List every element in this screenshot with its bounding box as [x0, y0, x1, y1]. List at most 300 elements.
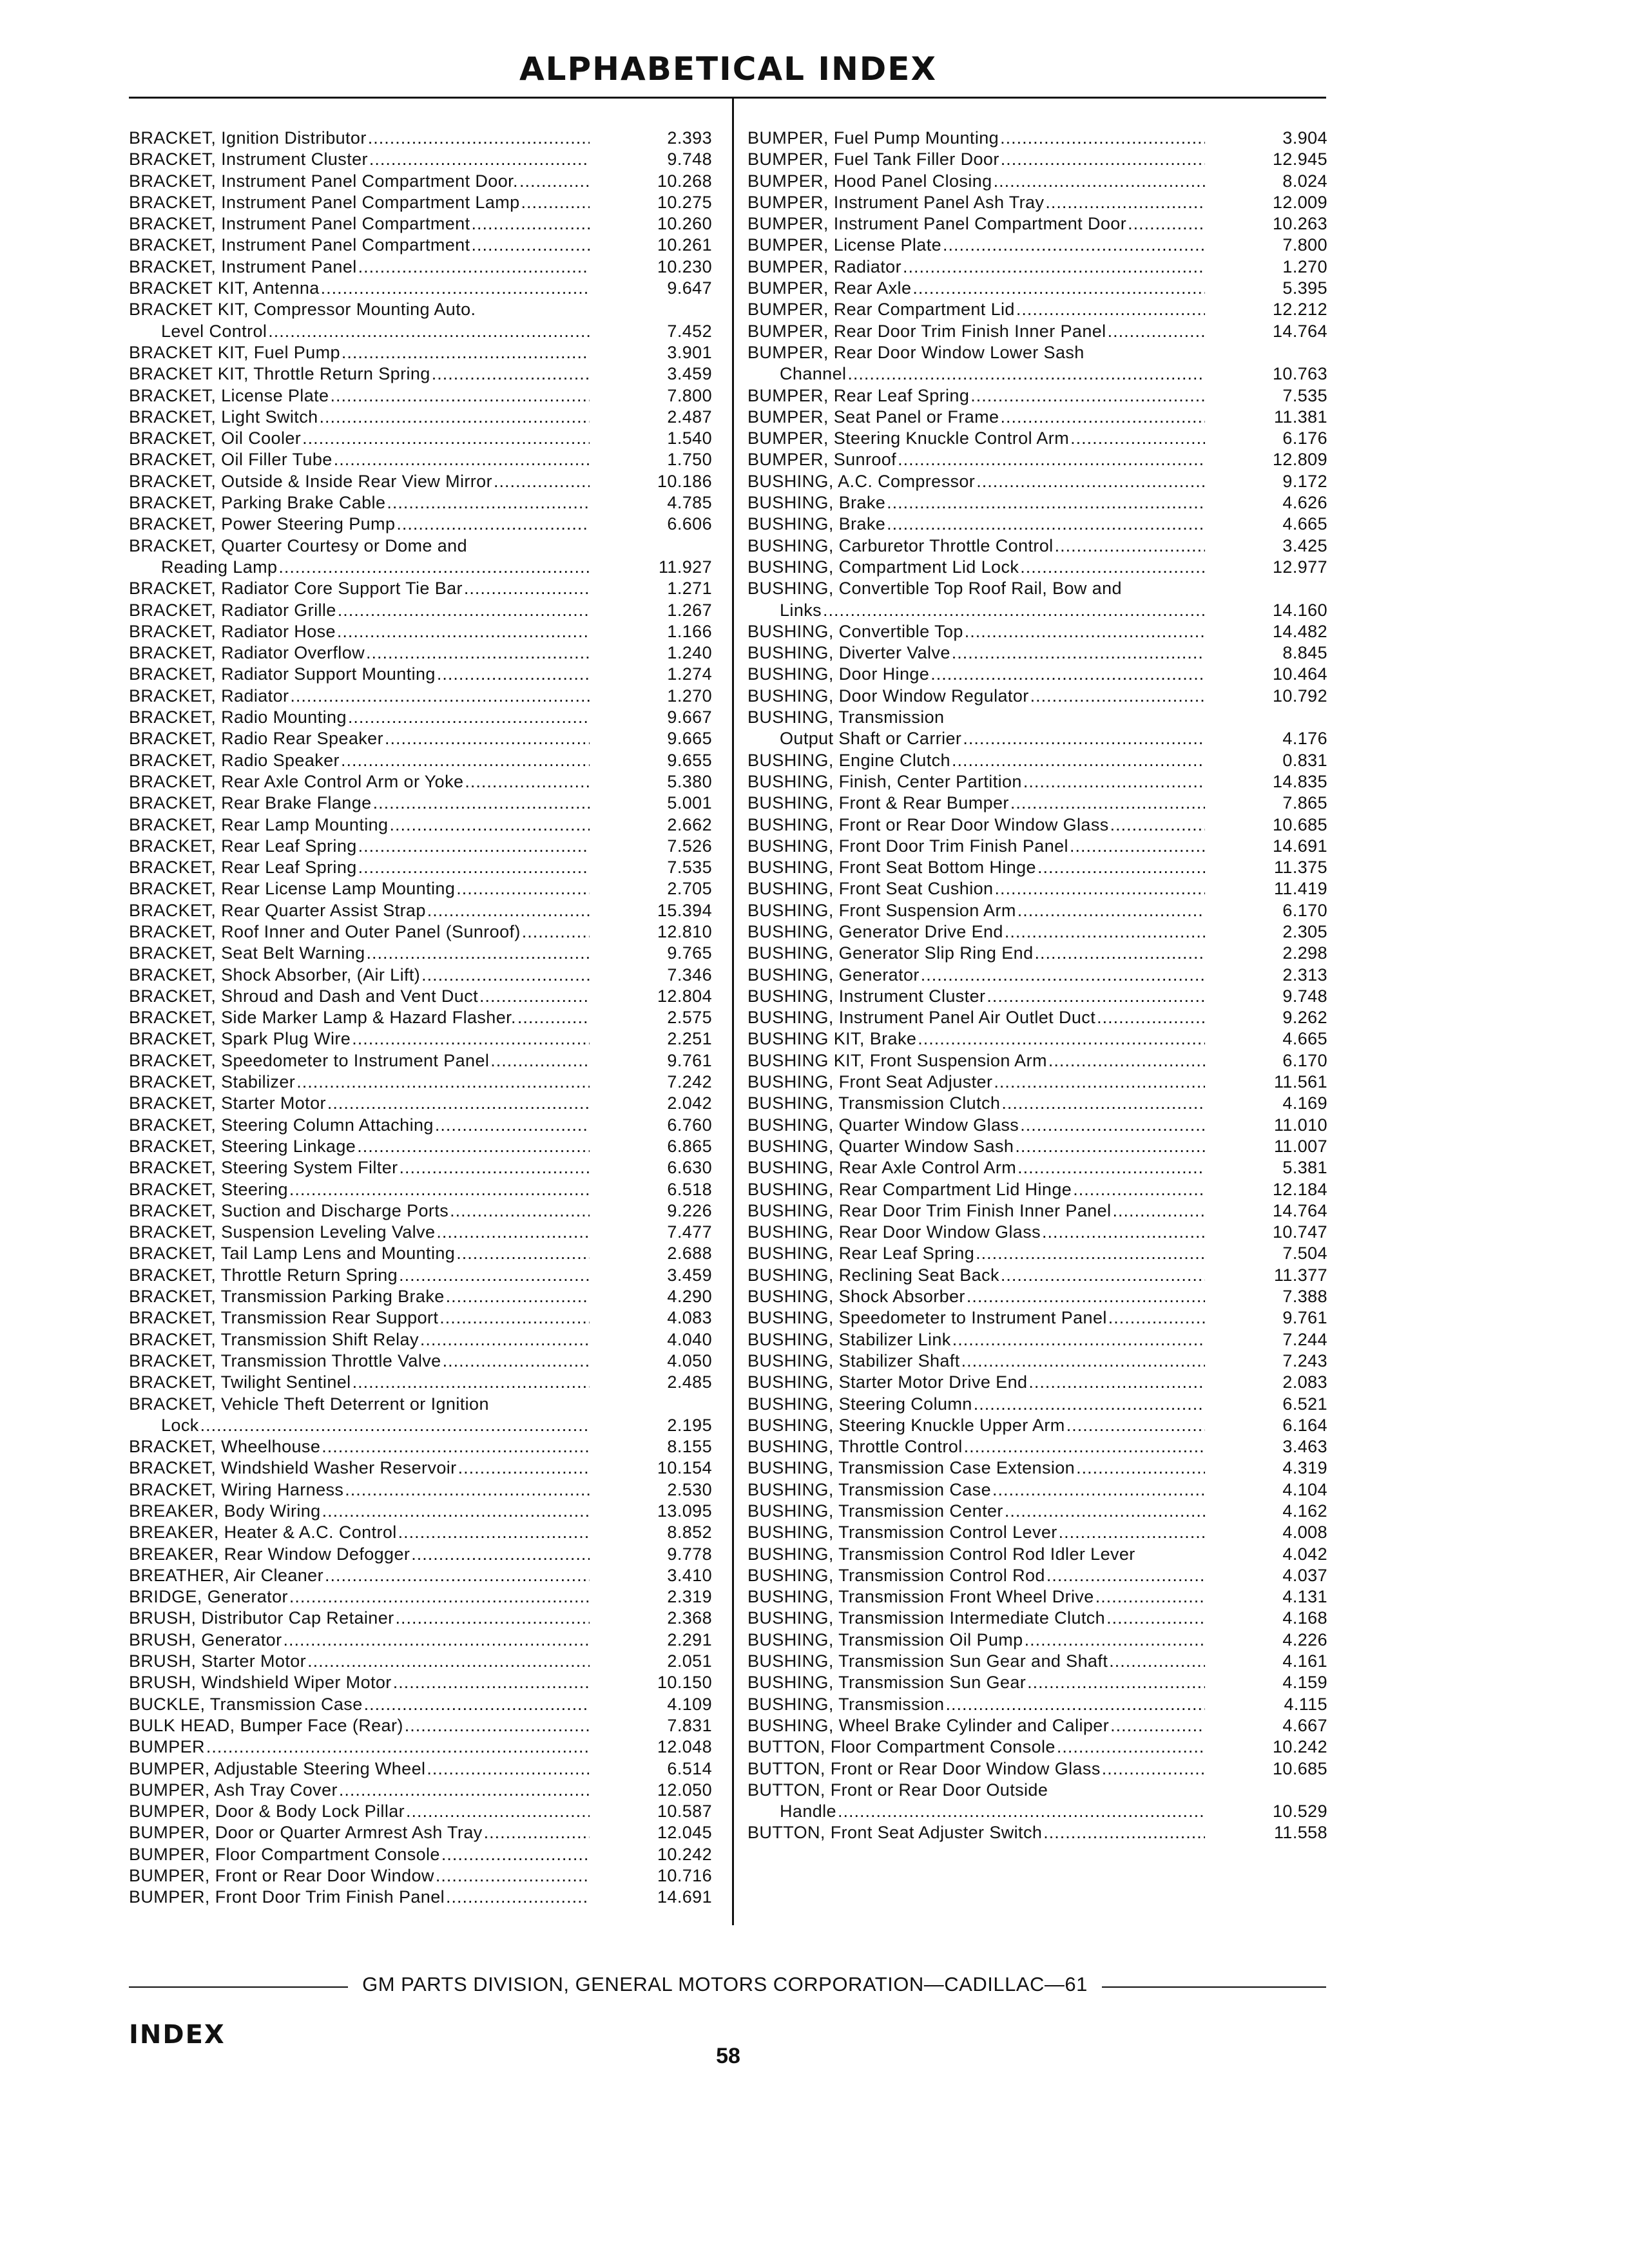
- index-entry-page: 9.655: [667, 750, 712, 770]
- index-entry: [747, 1350, 1327, 1372]
- index-entry-page: 11.558: [1274, 1823, 1327, 1843]
- index-entry-text: BUSHING, Generator Drive End: [747, 921, 1003, 941]
- index-entry: [129, 428, 712, 449]
- index-entry-page: 12.212: [1273, 300, 1327, 320]
- index-entry-text: BUMPER, Fuel Tank Filler Door: [747, 149, 999, 169]
- index-entry: [747, 728, 1327, 749]
- index-entry-page: 10.747: [1273, 1222, 1327, 1242]
- page-title: ALPHABETICAL INDEX: [519, 50, 938, 88]
- index-entry-text: BRACKET, Transmission Shift Relay: [129, 1329, 419, 1349]
- index-entry-text: BUSHING, Transmission Case Extension: [747, 1458, 1075, 1478]
- index-entry-text: BRACKET, Radio Rear Speaker: [129, 729, 383, 749]
- index-entry-page: 12.810: [657, 921, 712, 941]
- index-entry-page: 3.901: [667, 342, 712, 362]
- index-entry: [129, 1329, 712, 1350]
- index-entry-page: 9.765: [667, 943, 712, 963]
- index-entry-page: 8.155: [667, 1437, 712, 1457]
- index-entry-page: 10.242: [1273, 1737, 1327, 1757]
- index-entry-page: 6.521: [1282, 1394, 1327, 1414]
- index-entry-text: BUMPER, Hood Panel Closing: [747, 171, 992, 191]
- index-column-left: [129, 128, 712, 1908]
- index-entry-page: 10.792: [1273, 686, 1327, 706]
- index-entry-page: 7.452: [667, 321, 712, 341]
- index-entry-page: 6.170: [1282, 900, 1327, 920]
- index-entry: [747, 1072, 1327, 1093]
- index-entry: [747, 1243, 1327, 1264]
- index-entry: [747, 1415, 1327, 1436]
- index-entry-text: BRACKET, Instrument Panel Compartment Door.: [129, 171, 518, 191]
- index-entry-text: BRACKET, Tail Lamp Lens and Mounting: [129, 1244, 456, 1264]
- index-entry-page: 4.040: [667, 1329, 712, 1349]
- index-entry-page: 5.381: [1282, 1158, 1327, 1178]
- index-entry-page: 1.274: [667, 664, 712, 684]
- index-entry: [129, 1007, 712, 1028]
- index-entry: [129, 1565, 712, 1586]
- index-entry-text: BUMPER, Seat Panel or Frame: [747, 407, 999, 427]
- section-label: INDEX: [129, 2020, 226, 2050]
- index-entry-text: BUSHING, Front Seat Bottom Hinge: [747, 858, 1036, 878]
- index-entry-text: BUSHING, Front & Rear Bumper: [747, 793, 1009, 813]
- index-entry-page: 8.852: [667, 1523, 712, 1542]
- index-entry-page: 10.529: [1273, 1802, 1327, 1821]
- index-entry: [129, 750, 712, 771]
- index-entry-text: BRACKET KIT, Throttle Return Spring: [129, 364, 430, 384]
- index-entry: [747, 1801, 1327, 1822]
- index-entry: [129, 600, 712, 621]
- index-entry: [747, 836, 1327, 857]
- index-entry-page: 11.419: [1274, 879, 1327, 899]
- index-entry-text: Links: [780, 600, 822, 620]
- index-entry: [747, 1050, 1327, 1072]
- index-entry-text: BUSHING, Steering Column: [747, 1394, 972, 1414]
- index-entry: [747, 1629, 1327, 1651]
- index-entry-page: 11.010: [1274, 1115, 1327, 1135]
- index-entry-text: BUSHING, Transmission Control Rod: [747, 1565, 1045, 1585]
- index-entry-text: BRIDGE, Generator: [129, 1587, 288, 1607]
- index-entry: [129, 278, 712, 299]
- index-entry-text: BUSHING, Speedometer to Instrument Panel: [747, 1308, 1107, 1328]
- index-entry: [129, 1822, 712, 1843]
- index-entry-text: Reading Lamp: [161, 557, 278, 577]
- index-entry-page: 4.290: [667, 1287, 712, 1307]
- index-entry: [747, 750, 1327, 771]
- index-entry: [129, 1350, 712, 1372]
- index-entry-page: 2.688: [667, 1244, 712, 1264]
- index-entry: [129, 1544, 712, 1565]
- index-entry: [129, 1629, 712, 1651]
- index-entry-page: 7.346: [667, 965, 712, 985]
- index-entry-text: BRACKET, Parking Brake Cable: [129, 493, 386, 513]
- index-entry: [747, 128, 1327, 149]
- index-entry-page: 14.160: [1273, 600, 1327, 620]
- index-entry: [747, 1736, 1327, 1758]
- index-entry-page: 7.800: [1282, 235, 1327, 255]
- index-entry-page: 3.459: [667, 1265, 712, 1285]
- index-entry-text: BUSHING, Front Door Trim Finish Panel: [747, 836, 1068, 856]
- index-entry: [747, 1758, 1327, 1780]
- index-entry-page: 9.665: [667, 729, 712, 749]
- index-entry-text: BUSHING, Generator Slip Ring End: [747, 943, 1034, 963]
- index-entry: [129, 986, 712, 1007]
- index-entry-text: BUSHING, Diverter Valve: [747, 643, 950, 663]
- index-entry-page: 9.226: [667, 1200, 712, 1220]
- index-entry-text: BRACKET, Radiator Grille: [129, 600, 336, 620]
- index-entry: [747, 1694, 1327, 1715]
- index-entry-text: BUMPER, License Plate: [747, 235, 942, 255]
- index-entry: [129, 1415, 712, 1436]
- index-entry-page: 6.164: [1282, 1415, 1327, 1435]
- index-entry: [129, 1694, 712, 1715]
- index-entry-page: 10.150: [657, 1673, 712, 1693]
- index-entry: [129, 771, 712, 793]
- index-entry: [747, 213, 1327, 235]
- index-entry: [129, 578, 712, 599]
- index-entry: [747, 1479, 1327, 1501]
- index-entry: [129, 1115, 712, 1136]
- index-entry-page: 15.394: [657, 900, 712, 920]
- index-entry-text: BRACKET, Radiator Core Support Tie Bar: [129, 579, 463, 599]
- index-entry-page: 13.095: [657, 1501, 712, 1521]
- index-entry-text: BULK HEAD, Bumper Face (Rear): [129, 1715, 403, 1735]
- index-entry: [129, 1608, 712, 1629]
- index-entry: [129, 1844, 712, 1865]
- index-entry-text: BUMPER, Rear Door Window Lower Sash: [747, 342, 1084, 362]
- index-entry-page: 10.263: [1273, 214, 1327, 234]
- index-entry-text: BRACKET, Seat Belt Warning: [129, 943, 365, 963]
- index-entry-page: 10.763: [1273, 364, 1327, 384]
- index-entry-text: BUMPER, Front or Rear Door Window: [129, 1866, 434, 1886]
- index-entry-page: 1.166: [667, 621, 712, 641]
- index-entry-page: 11.377: [1274, 1265, 1327, 1285]
- index-entry-text: BRACKET, Wiring Harness: [129, 1479, 344, 1499]
- footer-rule-right: [1102, 1986, 1326, 1988]
- index-entry-page: 5.395: [1282, 278, 1327, 298]
- index-entry: [129, 1157, 712, 1178]
- index-entry-page: 4.169: [1282, 1093, 1327, 1113]
- index-entry-page: 4.176: [1282, 729, 1327, 749]
- index-entry-page: 4.226: [1282, 1629, 1327, 1649]
- index-entry-page: 9.778: [667, 1544, 712, 1564]
- index-entry: [747, 578, 1327, 599]
- index-entry: [129, 1887, 712, 1908]
- footer-credit: GM PARTS DIVISION, GENERAL MOTORS CORPORATION—CADILLAC—61: [362, 1973, 1088, 1995]
- index-entry-text: BRACKET, Steering Column Attaching: [129, 1115, 434, 1135]
- index-entry: [129, 1200, 712, 1222]
- index-entry: [747, 1544, 1327, 1565]
- index-entry-text: BREATHER, Air Cleaner: [129, 1565, 323, 1585]
- index-entry-text: BUSHING, Rear Compartment Lid Hinge: [747, 1179, 1072, 1199]
- index-entry: [129, 686, 712, 707]
- index-entry-text: BRACKET, Side Marker Lamp & Hazard Flasher.: [129, 1008, 516, 1028]
- index-entry-text: BUMPER, Floor Compartment Console: [129, 1844, 440, 1864]
- index-entry-page: 10.261: [657, 235, 712, 255]
- index-entry: [747, 707, 1327, 728]
- index-entry-text: BRACKET, Rear Lamp Mounting: [129, 814, 389, 834]
- index-entry-page: 12.009: [1273, 192, 1327, 212]
- index-entry-text: BUSHING KIT, Brake: [747, 1029, 917, 1049]
- index-entry-page: 7.865: [1282, 793, 1327, 813]
- index-entry: [747, 1822, 1327, 1843]
- index-entry-text: BRACKET, Transmission Rear Support: [129, 1308, 439, 1328]
- index-entry-page: 9.172: [1282, 471, 1327, 491]
- index-entry-page: 2.051: [667, 1651, 712, 1671]
- index-entry-text: BRACKET, Transmission Throttle Valve: [129, 1350, 441, 1370]
- index-entry: [747, 986, 1327, 1007]
- index-entry-text: BUSHING, Brake: [747, 514, 886, 534]
- index-entry-page: 10.275: [657, 192, 712, 212]
- index-entry: [747, 1200, 1327, 1222]
- column-divider: [732, 97, 734, 1925]
- index-entry: [129, 256, 712, 278]
- index-entry-page: 4.667: [1282, 1715, 1327, 1735]
- index-entry: [747, 686, 1327, 707]
- index-entry-page: 2.368: [667, 1608, 712, 1628]
- index-entry-text: BRACKET, Rear Axle Control Arm or Yoke: [129, 771, 464, 791]
- index-entry-text: BRACKET, Roof Inner and Outer Panel (Sunroof): [129, 921, 521, 941]
- index-entry-page: 7.800: [667, 385, 712, 405]
- header-rule: [129, 97, 1326, 99]
- index-entry-page: 11.927: [659, 557, 712, 577]
- index-entry: [129, 535, 712, 557]
- index-entry: [129, 128, 712, 149]
- index-entry-page: 2.485: [667, 1372, 712, 1392]
- index-entry-text: BREAKER, Rear Window Defogger: [129, 1544, 410, 1564]
- index-entry: [747, 449, 1327, 470]
- index-entry: [129, 793, 712, 814]
- index-entry-page: 11.381: [1274, 407, 1327, 427]
- index-entry-page: 2.319: [667, 1587, 712, 1607]
- index-entry: [129, 1093, 712, 1114]
- index-entry: [129, 492, 712, 514]
- index-entry-text: BRACKET, Rear Quarter Assist Strap: [129, 900, 426, 920]
- index-entry-text: BRACKET, Steering Linkage: [129, 1136, 356, 1156]
- index-entry: [747, 1307, 1327, 1329]
- index-entry: [129, 900, 712, 921]
- index-entry-page: 7.535: [667, 858, 712, 878]
- index-entry-text: BUSHING, Transmission Control Rod Idler Lever: [747, 1544, 1135, 1564]
- index-entry-page: 9.748: [667, 149, 712, 169]
- index-entry: [747, 1157, 1327, 1178]
- index-entry-text: BRACKET, Spark Plug Wire: [129, 1029, 351, 1049]
- index-entry: [129, 1780, 712, 1801]
- index-entry-page: 11.375: [1274, 858, 1327, 878]
- index-entry: [129, 1586, 712, 1608]
- index-entry-page: 4.115: [1284, 1694, 1327, 1714]
- index-entry: [747, 1329, 1327, 1350]
- index-entry-page: 4.665: [1282, 1029, 1327, 1049]
- index-entry-page: 10.230: [657, 256, 712, 276]
- index-entry-text: BUSHING, Steering Knuckle Upper Arm: [747, 1415, 1065, 1435]
- index-entry: [747, 965, 1327, 986]
- index-entry-text: BUSHING, Starter Motor Drive End: [747, 1372, 1028, 1392]
- index-entry-text: BUSHING, Instrument Panel Air Outlet Duct: [747, 1008, 1096, 1028]
- index-entry-text: BUMPER, Radiator: [747, 256, 901, 276]
- index-entry-text: BUSHING, Transmission Oil Pump: [747, 1629, 1023, 1649]
- index-entry: [747, 535, 1327, 557]
- index-entry-page: 12.945: [1273, 149, 1327, 169]
- index-entry-text: BUSHING, Instrument Cluster: [747, 986, 986, 1006]
- index-entry: [129, 707, 712, 728]
- index-entry: [747, 1222, 1327, 1243]
- index-entry: [747, 664, 1327, 685]
- index-entry: [747, 1372, 1327, 1393]
- index-entry: [129, 514, 712, 535]
- index-entry: [747, 299, 1327, 320]
- index-entry-page: 7.244: [1282, 1329, 1327, 1349]
- index-entry-page: 6.514: [667, 1758, 712, 1778]
- index-entry-page: 3.904: [1282, 128, 1327, 148]
- index-entry-page: 1.270: [667, 686, 712, 706]
- index-entry-page: 2.393: [667, 128, 712, 148]
- index-entry-page: 12.050: [657, 1780, 712, 1800]
- index-entry-page: 2.305: [1282, 921, 1327, 941]
- index-entry-text: BRACKET, License Plate: [129, 385, 329, 405]
- index-entry-page: 4.050: [667, 1350, 712, 1370]
- index-entry-page: 4.665: [1282, 514, 1327, 534]
- index-entry-page: 4.109: [667, 1694, 712, 1714]
- index-entry-text: BUSHING, Quarter Window Sash: [747, 1136, 1014, 1156]
- index-entry: [747, 278, 1327, 299]
- index-entry-page: 3.459: [667, 364, 712, 384]
- index-entry: [747, 1586, 1327, 1608]
- index-entry-page: 9.262: [1282, 1008, 1327, 1028]
- index-entry: [129, 407, 712, 428]
- index-entry-text: BUSHING, Transmission Center: [747, 1501, 1003, 1521]
- index-entry-page: 4.785: [667, 493, 712, 513]
- index-entry: [129, 664, 712, 685]
- index-entry: [129, 363, 712, 385]
- index-entry-text: BRACKET, Oil Cooler: [129, 428, 302, 448]
- index-entry-page: 1.240: [667, 643, 712, 663]
- index-entry: [747, 557, 1327, 578]
- index-entry-page: 7.831: [667, 1715, 712, 1735]
- index-entry-page: 2.662: [667, 814, 712, 834]
- index-entry: [129, 1028, 712, 1050]
- index-entry: [747, 1265, 1327, 1286]
- index-entry-text: BRACKET, Speedometer to Instrument Panel: [129, 1050, 490, 1070]
- index-entry: [129, 836, 712, 857]
- index-entry: [129, 1522, 712, 1543]
- index-entry: [129, 1307, 712, 1329]
- index-entry-text: BUMPER, Rear Leaf Spring: [747, 385, 970, 405]
- index-entry-text: BUTTON, Front or Rear Door Outside: [747, 1780, 1048, 1800]
- index-entry-text: BRACKET, Radiator: [129, 686, 289, 706]
- index-entry-page: 14.764: [1273, 321, 1327, 341]
- index-entry: [129, 171, 712, 192]
- index-entry: [129, 1265, 712, 1286]
- index-entry: [129, 728, 712, 749]
- index-entry-page: 7.535: [1282, 385, 1327, 405]
- index-entry-text: BRACKET, Rear Leaf Spring: [129, 836, 357, 856]
- index-entry: [747, 235, 1327, 256]
- index-entry: [129, 449, 712, 470]
- index-entry: [129, 943, 712, 964]
- index-entry-text: BRACKET, Suction and Discharge Ports: [129, 1200, 449, 1220]
- index-entry-text: BRACKET KIT, Compressor Mounting Auto.: [129, 300, 476, 320]
- index-entry: [747, 642, 1327, 664]
- index-entry-page: 4.162: [1282, 1501, 1327, 1521]
- index-entry-page: 4.042: [1282, 1544, 1327, 1564]
- index-entry-page: 11.007: [1274, 1136, 1327, 1156]
- index-entry: [747, 771, 1327, 793]
- index-entry-text: BUMPER, Ash Tray Cover: [129, 1780, 338, 1800]
- index-entry-text: BRACKET, Instrument Cluster: [129, 149, 368, 169]
- index-entry-text: BUSHING, Door Hinge: [747, 664, 930, 684]
- index-entry-page: 9.748: [1282, 986, 1327, 1006]
- index-entry: [129, 1758, 712, 1780]
- index-entry-text: BUSHING, Convertible Top Roof Rail, Bow and: [747, 579, 1122, 599]
- index-entry: [129, 1457, 712, 1479]
- index-entry-page: 6.760: [667, 1115, 712, 1135]
- index-entry: [747, 1501, 1327, 1522]
- index-entry-page: 4.159: [1282, 1673, 1327, 1693]
- index-entry-text: BUSHING, Front Seat Adjuster: [747, 1072, 993, 1092]
- index-entry-page: 7.243: [1282, 1350, 1327, 1370]
- index-entry: [129, 814, 712, 836]
- index-entry-text: BUSHING KIT, Front Suspension Arm: [747, 1050, 1047, 1070]
- index-entry-page: 2.195: [667, 1415, 712, 1435]
- index-entry: [129, 642, 712, 664]
- index-entry: [129, 213, 712, 235]
- index-entry-text: BUSHING, Rear Leaf Spring: [747, 1244, 975, 1264]
- index-entry-page: 4.319: [1282, 1458, 1327, 1478]
- index-entry-text: BRACKET, Radiator Hose: [129, 621, 336, 641]
- index-entry-page: 2.575: [667, 1008, 712, 1028]
- index-entry-page: 1.271: [667, 579, 712, 599]
- index-entry: [747, 1436, 1327, 1457]
- index-entry-text: BUSHING, Front Suspension Arm: [747, 900, 1016, 920]
- index-entry: [129, 149, 712, 170]
- index-entry: [747, 1093, 1327, 1114]
- index-entry-text: BUSHING, Engine Clutch: [747, 750, 950, 770]
- index-entry: [129, 235, 712, 256]
- index-entry-page: 6.176: [1282, 428, 1327, 448]
- index-entry: [129, 321, 712, 342]
- index-entry-text: BUSHING, Throttle Control: [747, 1437, 963, 1457]
- index-entry: [747, 943, 1327, 964]
- index-entry: [747, 342, 1327, 363]
- index-entry-text: BUSHING, Transmission Sun Gear: [747, 1673, 1027, 1693]
- index-entry-page: 2.083: [1282, 1372, 1327, 1392]
- index-entry: [747, 1715, 1327, 1736]
- index-entry-text: BUSHING, Stabilizer Link: [747, 1329, 951, 1349]
- index-entry: [747, 1286, 1327, 1307]
- index-entry-text: Lock: [161, 1415, 199, 1435]
- index-entry-text: BUSHING, Generator: [747, 965, 920, 985]
- index-entry-page: 2.298: [1282, 943, 1327, 963]
- index-entry-text: BRACKET, Rear Brake Flange: [129, 793, 372, 813]
- index-entry-text: BUTTON, Front or Rear Door Window Glass: [747, 1758, 1101, 1778]
- index-entry: [129, 1672, 712, 1693]
- index-entry: [747, 514, 1327, 535]
- index-entry: [129, 1286, 712, 1307]
- index-entry-page: 9.667: [667, 707, 712, 727]
- index-entry-page: 8.845: [1282, 643, 1327, 663]
- index-entry-page: 8.024: [1282, 171, 1327, 191]
- index-entry-text: BRACKET, Radio Speaker: [129, 750, 340, 770]
- index-entry: [129, 1436, 712, 1457]
- index-entry-text: BUMPER, Adjustable Steering Wheel: [129, 1758, 426, 1778]
- index-entry-text: BRACKET, Rear License Lamp Mounting: [129, 879, 456, 899]
- index-entry-text: BRUSH, Windshield Wiper Motor: [129, 1673, 392, 1693]
- index-entry-text: BUSHING, A.C. Compressor: [747, 471, 976, 491]
- index-entry-page: 1.540: [667, 428, 712, 448]
- page-number: 58: [716, 2044, 740, 2068]
- index-entry-text: BRACKET, Instrument Panel: [129, 256, 357, 276]
- index-entry-text: BRACKET KIT, Antenna: [129, 278, 320, 298]
- index-entry-text: BUMPER, Rear Door Trim Finish Inner Panel: [747, 321, 1106, 341]
- index-entry-text: BRACKET, Steering: [129, 1179, 288, 1199]
